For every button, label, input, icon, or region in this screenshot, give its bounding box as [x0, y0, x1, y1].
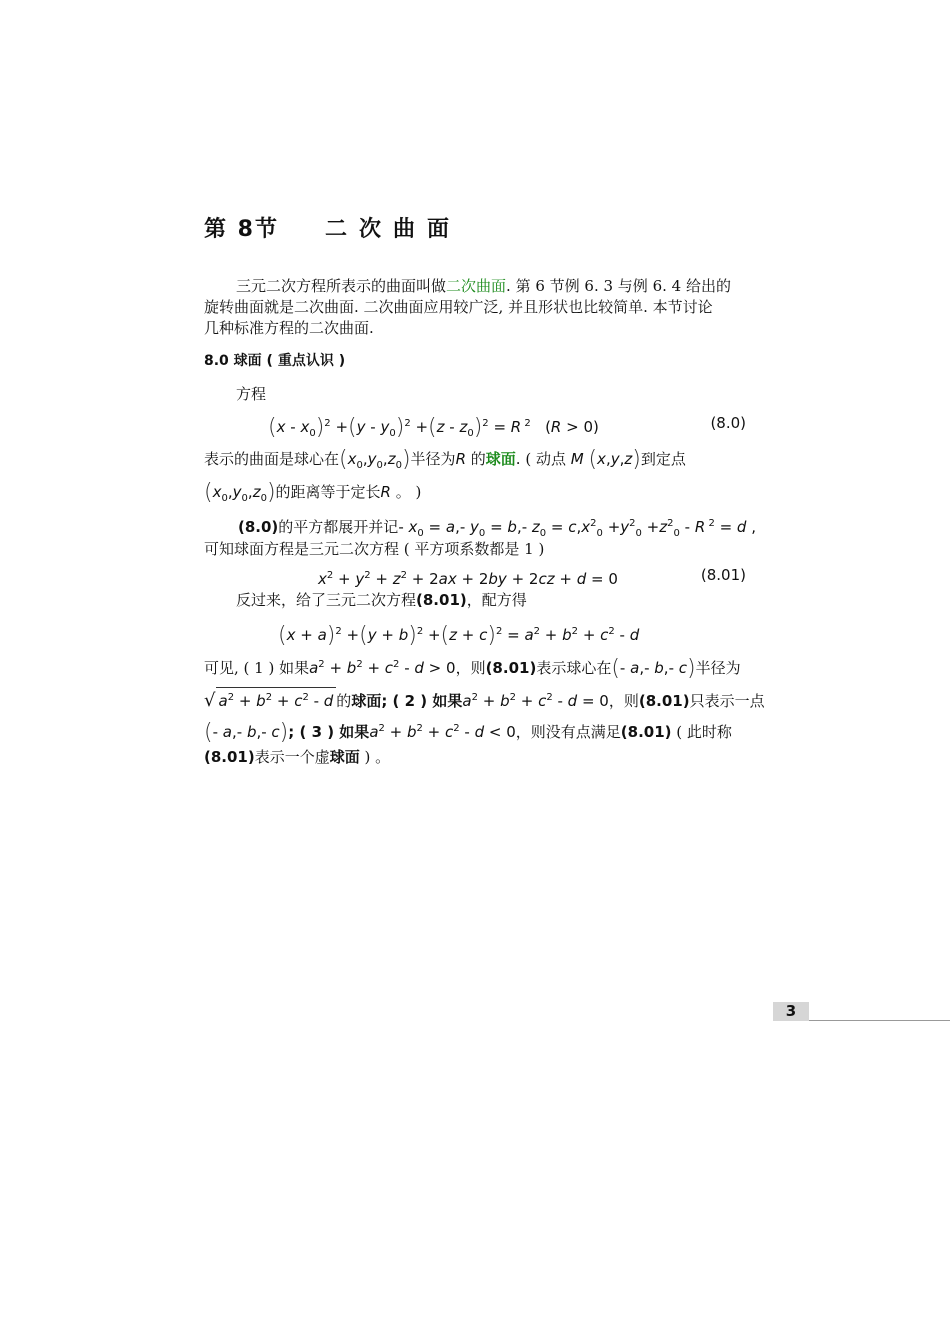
expansion-line-2: 可知球面方程是三元二次方程 ( 平方项系数都是 1 ): [204, 540, 545, 558]
equation-completed-square: $(x + a)^2 +(y + b)^2 +(z + c)^2 = a^2 + b^2 + c^2 - d$: [278, 623, 640, 648]
intro-line-1: 三元二次方程所表示的曲面叫做二次曲面. 第 6 节例 6. 3 与例 6. 4 给出的: [236, 277, 731, 295]
sphere-description-line-2: $(x_0,y_0,z_0)$的距离等于定长R 。 ): [204, 480, 422, 505]
intro-line-3: 几种标准方程的二次曲面.: [204, 319, 374, 337]
cases-line-2: √ $a^2 + b^2 + c^2 - d$ 的球面; ( 2 ) 如果$a^2 + b^2 + c^2 - d = 0$，则(8.01)只表示一点: [204, 687, 765, 711]
term-sphere[interactable]: 球面: [485, 450, 516, 468]
equation-8-0: $(x - x_0)^2 +(y - y_0)^2 +(z - z_0)^2 = R$ $^2$ (R > 0): [268, 415, 599, 440]
cases-line-1: 可见, ( 1 ) 如果$a^2 + b^2 + c^2 - d > 0$，则(8.01)表示球心在(- a,- b,- c)半径为: [204, 656, 741, 681]
section-name: 二次曲面: [324, 217, 461, 242]
term-sphere-2: 球面: [351, 692, 382, 710]
footer-rule: [809, 1020, 950, 1021]
intro-line-2: 旋转曲面就是二次曲面. 二次曲面应用较广泛, 并且形状也比较简单. 本节讨论: [204, 298, 713, 316]
cases-line-3: (- a,- b,- c); ( 3 ) 如果$a^2 + b^2 + c^2 - d < 0$，则没有点满足(8.01) ( 此时称: [204, 720, 732, 745]
term-imaginary-sphere: 球面: [329, 748, 360, 766]
term-quadric-surface[interactable]: 二次曲面: [446, 277, 507, 295]
equation-8-0-label: (8.0): [710, 414, 746, 432]
cases-line-4: (8.01)表示一个虚球面 ) 。: [204, 748, 391, 766]
reverse-text: 反过来，给了三元二次方程(8.01)，配方得: [236, 591, 527, 609]
section-number: 第 8节: [204, 217, 279, 242]
section-title: [204, 212, 461, 243]
equation-8-01-label: (8.01): [700, 566, 746, 584]
sphere-description-line-1: 表示的曲面是球心在$(x_0,y_0,z_0)$半径为R 的球面. ( 动点 M (x,y,z)到定点: [204, 447, 686, 472]
lead-text: 方程: [236, 385, 267, 403]
expansion-line-1: (8.0)的平方都展开并记- $x_0 = a,-$ $y_0 = b,-$ $z_0 = c,x^2_0 +y^2_0 +z^2_0 - R$ $^2$ = d ,: [238, 518, 756, 539]
page-number: 3: [773, 1002, 809, 1021]
equation-8-01: $x^2 + y^2 + z^2 + 2ax + 2by + 2cz + d = 0$: [318, 570, 618, 588]
subsection-heading: 8.0 球面 ( 重点认识 ): [204, 353, 346, 369]
